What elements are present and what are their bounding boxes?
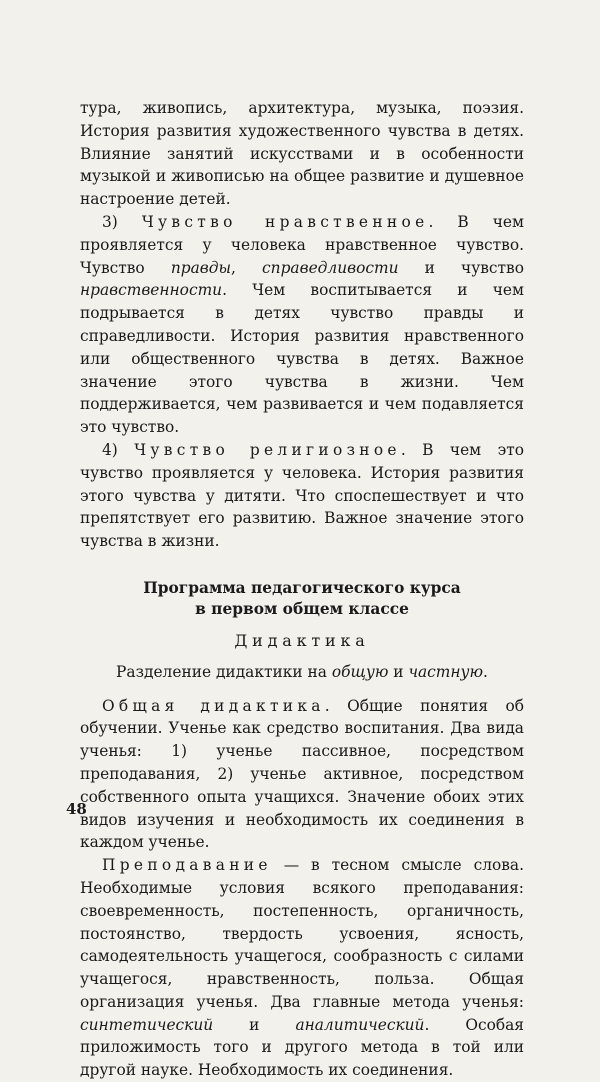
page-number: 48 xyxy=(66,800,87,818)
text-run: . В чем это чувство проявляется у человека. История развития этого чувства у дитяти. Что споспешествует и что препятствует его развитию. Важное значение этого чувства в жизни. xyxy=(80,440,524,551)
heading-line-1: Программа педагогического курса xyxy=(143,578,461,597)
item-number: 4) xyxy=(102,440,135,459)
italic-term: синтетический xyxy=(80,1015,214,1034)
italic-term: аналитический xyxy=(295,1015,425,1034)
spaced-term: Общая дидактика xyxy=(102,696,325,715)
text-run: . Чем воспитывается и чем подрывается в детях чувство правды и справедливости. История развития нравственного или общественного чувства в детях. Важное значение этого чувства в жизни. Чем поддерживается, чем развивается и чем подавляется это чувство. xyxy=(80,281,524,437)
section-heading xyxy=(80,578,524,620)
page-body xyxy=(80,97,524,1082)
text-run: . В чем проявляется у человека нравственное чувство. Чувство xyxy=(80,212,524,277)
paragraph-general-didactics xyxy=(80,695,524,855)
item-number: 3) xyxy=(102,212,142,231)
italic-term: частную xyxy=(408,662,484,681)
italic-term: общую xyxy=(331,662,389,681)
text-run: , xyxy=(231,258,263,277)
paragraph-religious-feeling xyxy=(80,439,524,553)
text-run: . xyxy=(483,662,488,681)
text-run: и xyxy=(213,1015,296,1034)
spaced-term: Преподавание xyxy=(102,856,272,875)
paragraph-teaching xyxy=(80,854,524,1082)
text-run: . Общие понятия об обучении. Ученье как средство воспитания. Два вида ученья: 1) ученье пассивное, посредством преподавания, 2) ученье активное, посредством собственного опыта учащихся. Значение обоих этих видов изучения и необходимость их соединения в каждом ученье. xyxy=(80,696,524,852)
text-run: — в тесном смысле слова. Необходимые условия всякого преподавания: своевременность, постепенность, органичность, постоянство, твердость усвоения, ясность, самодеятельность учащегося, сообразность с силами учащегося, нравственность, польза. Общая организация ученья. Два главные метода ученья: xyxy=(80,856,524,1011)
spaced-term: Чувство религиозное xyxy=(134,440,401,459)
heading-line-2: в первом общем классе xyxy=(195,599,409,618)
text-run: Разделение дидактики на xyxy=(116,662,332,681)
paragraph-moral-feeling xyxy=(80,211,524,439)
italic-term: правды xyxy=(170,258,232,277)
subheading-didactics: Дидактика xyxy=(234,630,370,650)
italic-term: нравственности xyxy=(80,281,223,300)
didactics-division xyxy=(80,661,524,684)
text-run: . Особая приложимость того и другого метода в той или другой науке. Необходимость их соединения. xyxy=(80,1015,524,1080)
paragraph-art-feeling: тура, живопись, архитектура, музыка, поэзия. История развития художественного чувства в детях. Влияние занятий искусствами и в особенности музыкой и живописью на общее развитие и душевное настроение детей. xyxy=(80,99,524,209)
spaced-term: Чувство нравственное xyxy=(141,212,429,231)
text-run: и xyxy=(388,662,409,681)
italic-term: справедливости xyxy=(262,258,399,277)
text-run: и чувство xyxy=(398,258,524,277)
